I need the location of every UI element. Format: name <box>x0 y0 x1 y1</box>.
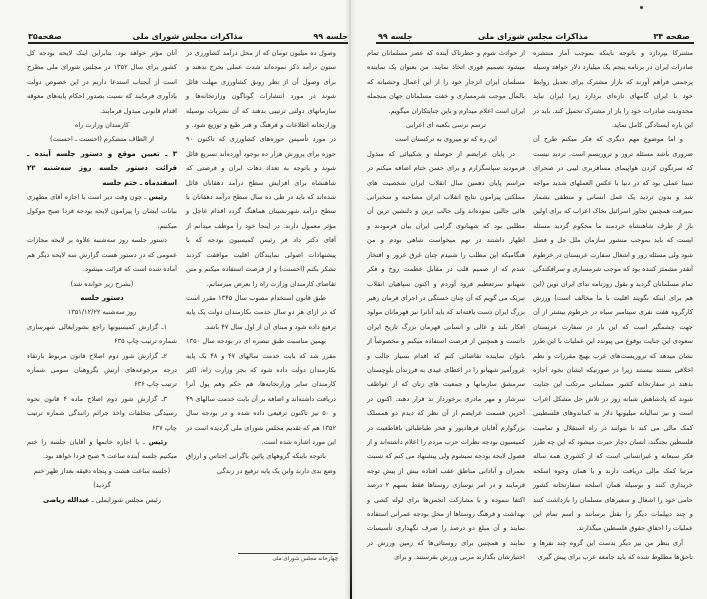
left-page-column-left <box>27 46 177 507</box>
speech-text: ـ چون وقت دیر است با اجازه آقای مطهری بیانات ایشان را پیرامون لایحه بودجه فردا صبح موکول میکنیم. <box>27 193 177 230</box>
paragraph <box>27 190 177 233</box>
agenda-item: ۱ـ گزارش کمیسیونها راجع بشورایعالی شهرسازی شماره ترتیب چاپ ۶۳۵ <box>27 322 177 346</box>
session-number: جلسه ۹۹ <box>313 32 348 41</box>
read-note: (بشرح زیر خوانده شد) <box>70 279 134 288</box>
footnote: چهارخانه مجلس شورای ملی <box>272 556 338 562</box>
page-number: صفحه ۳۴ <box>653 32 690 41</box>
agenda-date: روز سه‌شنبه ۱۳۵۱/۱۲/۲۲ <box>67 308 137 317</box>
section-heading: ۳ ـ تعیین موقع و دستور جلسه آینده ـ قرائت دستور جلسه روز سه‌شنبه ۲۲ اسفندماه ـ ختم جلسه <box>27 149 177 187</box>
page-number: صفحه۳۵ <box>28 32 62 41</box>
right-page-column-left <box>367 46 525 565</box>
agenda-item: ۳ـ گزارش شور دوم اصلاح ماده ۴ قانون نحوه رسیدگی بتخلفات واخذ جرائم رانندگی شماره ترتیب چاپ ۶۳۷ <box>27 394 177 432</box>
speaker-label: رئیس <box>148 437 167 446</box>
paragraph: مشترکا بپردازد و باتوجه باینکه بموجب آمار منتشره صادرات ایران در برنامه پنجم یک میلیارد دلار خواهد وسیله پرجمتی فراهم آورند که بازار مشترک برای تعدیل روابط خود با ایران گامهای تازه‌ای بردارد زیرا ایران نباید محدودیت صادرات خود را باز ار مشترک تحمیل کند. باید در این باره ایستادگی کامل نماید. <box>533 49 693 130</box>
agenda-title: دستور جلسه <box>80 293 124 302</box>
scan-speck <box>640 6 643 9</box>
poem-line: این ره که تو میروی به ترکستان است <box>395 135 497 144</box>
paragraph: طبق قانون استخدام مصوب سال ۱۳۴۵ مقرر است که در ازای هر دو سال خدمت بکارمندان دولت یک پایه ترفیع داده شود و مبنای آن از اول سال ۴۷ باشد. <box>186 293 336 331</box>
paragraph: از حوادث شوم و خطرناک آینده که عصر مسلمانان تمام میشود تصمیم فوری اتخاذ نمایند. من بعنوان یک نماینده مسلمان ایران انزجار خود را از این اعمال وحشیانه که بالمآل موجب شرمساری و خفت مسلمانان جهان منجمله ایران است اعلام میدارم و باین جنایتکاران میگویم. <box>367 49 525 115</box>
poem-line: ترسم نرسی بکعبه ای اعرابی <box>405 121 486 130</box>
speaker-label: رئیس <box>148 193 167 202</box>
paragraph: و اما موضوع مهم دیگری که فکر میکنم طرح آن ضروری باشد مسئله ترور و تروریسم است. تردید نیست که سرنگون کردن هواپیمای مسافربری لیبی در صحرای سینا عملی بود که در دنیا با عکس العملهای شدید مواجه شد و بدون تردید یک عمل انسانی و منطقی بشمار نمیرفت همچنین تجاوز اسرائیل بخاک اعراب که برای اولین بار از طرف شاهنشاه خردمند ما محکوم گردید مسئله ایست که باید بموجب منشور سازمان ملل حل و فصل شود ولی مسئله زور و اشغال سفارت عربستان در خرطوم آنقدر مشمئز کننده بود که موجب شرمساری و سرافکندگی تمام مسلمانان گردید و بقول روزنامه ندای ایران نوین (این هم برای اینکه نگویند اقلیت با ما مخالف است) ورزش کارگروه هفت نفری سپتامبر سیاه در خرطوم بیشتر از آن جهت چشمگیر است که این بار در سفارت عربستان سعودی این جنایت بوقوع می پیوندد این عملیات با این طرز نشان میدهد که تروریست‌های عرب بهیچ مقررات و نظم اخلاقی بستند نیستند زیرا در صورتیکه ایشان بخود اجازه بدهند در سفارتخانه کشور مسلمانی مرتکب این جنایت شوند که پادشاهش شبانه روز در تلاش حل مشکل اعراب است و نیز سالیانه میلیونها دلار به کماندوهای فلسطینی کمک مالی می کند تا بتوانند در راه استقلال و تمامیت فلسطین بجنگند، انسان دچار حیرت میشود که این چه طرز فکر سبعانه و غیرانسانی است که از کشوری همه ساله مرتبا کمک مالی دریافت دارند و با همان وجوه اسلحه خریداری کنند و بوسیله همان اسلحه سفارتخانه کشور حامی خود را اشغال و سفیرهای مسلمان را بازداشت کنند و چند دیپلمات دیگر را بقتل برسانند و اسم تمام این عملیات را احقاق حقوق فلسطین میگذارند. <box>533 135 693 533</box>
paragraph: آنان مؤثر خواهد بود. بنابراین اینک لایحه بودجه کل کشور برای سال ۱۳۵۲ در مجلس شورای ملی مطرح است از آنجناب استدعا داریم در این خصوص دولت یادآوری فرمایند که نسبت بصدور احکام پایه‌های معوقه اقدام قانونی مبذول فرمایند. <box>27 49 177 115</box>
end-note: (جلسه ساعت هشت و پنجاه دقیقه بعداز ظهر ختم گردید) <box>33 466 171 490</box>
paragraph: وصول ده میلیون تومان که از محل درآمد کشاورزی در ستون درآمد ذکر نموده‌اند شدت عملی بخرج ندهند و برای وصول آن از نظر رونق کشاورزی مهلت قائل شوند در مورد انتشارات گوناگون وزارتخانه‌ها و سازمانهای دولتی ترتیبی بدهند که آن نشریات بوسیله وزارتخانه اطلاعات و فرهنگ و هنر طبع و توزیع شود. و در مورد تأسیس حوزه‌های کشاورزی که تاکنون ۹۰ حوزه برای پرورش هزار ده بوجود آورده‌اند تسریع قائل شوند و باتوجه به تعداد دهات ایران و فرصتی که شاهنشاه برای افزایش سطح درآمد دهقانان قائل شده‌اند که باید در طی ده سال سطح درآمد دهقانان با سطح درآمد شهرنشینان هماهنگ گردد اقدام عاجل و مؤثر معمول دارند. در اینجا خود را موظف میدانم از آقای دکتر داد فر رئیس کمیسیون بودجه که با پیشنهادات اصولی نمایندگان اقلیت موافقت کردند تشکر بکنم (احسنت) و از فرصت استفاده میکنم و متن تقاضای کارمندان وزارت راه را بعرض میرسانم. <box>186 49 336 288</box>
left-page-header <box>28 29 348 41</box>
gutter-shadow <box>350 150 352 599</box>
signature-name: عبدالله ریاضی <box>43 495 90 504</box>
agenda-item: ۲ـ گزارش شور دوم اصلاح قانون مربوط بارتقاء درجه مرجوعه‌های ارتش بگروهبان سومی شماره ترتیب چاپ ۶۳۶ <box>27 351 177 389</box>
left-page-column-right <box>186 46 336 478</box>
paragraph: بهمین مناسبت طبق تبصره ای در بودجه سال ۱۳۵۰ مقرر شد که بابت خدمت سالهای ۴۷ و ۴۸ یک پایه بکارمندان دولت داده شود که بجز وزارت راه، اکثر کارمندان سایر وزارتخانه‌ها، هم حکم وهم پول آنرا دریافت داشته‌اند و اضافه بر آن بابت خدمت سالهای ۴۹ و ۵۰ نیز تاکنون ترفیعی داده شده و در بودجه سال ۱۳۵۲ هم که تقدیم مجلس شورای ملی گردیده است در این مورد اشاره شده است. <box>186 337 337 446</box>
header-rule <box>376 42 694 44</box>
signatory: کارمندان وزارت راه <box>74 121 130 130</box>
footnote-rule <box>238 553 338 554</box>
paragraph: در پایان عرایضم از حوصله و شکیبائی که مبذول فرمودید سپاسگزارم و برای حسن ختام اضافه میکنم در مراسم پایان دهمین سال انقلاب ایران شخصیت های مملکتی پیرامون نتایج انقلاب ایران مصاحبه و سخنرانی هائی جالبی نموده‌اند ولی جالب ترین و دلنشین ترین آن مطلبی بود که شهبانوی گرامی ایران بیان فرمودند و اظهار داشتند در نهم میخواست شاهی بودم و من هنگامیکه این مطلب را شنیدم چنان غرق غرور و افتخار شدم که از صمیم قلب در مقابل عظمت روح و فکر شهبانو سرتعظیم فرود آوردم و اکنون سپاهیان انقلاب تبریک می گویم که آن چنان خستگی در اجرای فرمان رهبر بزرگ ایران دست یافته‌اند که باید آنانرا نیز قهرمانان مولود افکار بلند و عالی و انسانی قهرمان بزرگ تاریخ ایران دانست و همچنین از فرصت استفاده میکنم و مخصوصاً از بانوان نماینده تقاضائی کنم که اقدام بسیار جالب و غرورآمیز شهبانو را در اعطای عیدی به فرزندان بلوچستان سرمشق سازمانها و جمعیت های زنان که از عواطف سرشار و مهر مادری برخوردار ند قرار دهند. اکنون در آخرین قسمت عرایضم از آن نظر که دیدم دو همسلک بزرگوارم آقایان فرهادپور و فخر طباطبائی باقاطعیت در کمیسیون بودجه نظرات حزب مردم را اعلام داشته‌اند و از فصول لایحه بودجه نمیشوم ولی پیشنهاد می کنم که نسبت بعمران و آبادانی مناطق عقب افتاده بیش از پیش توجه فرمایند و در امر نوسازی روستاها فقط بسهم ۲ درصد اکتفا ننموده و با مشارکت انجمن‌ها برای لوله کشی و بهداشت و فرهنگ روستاها از محل بودجه عمرانی استفاده نمایند و آن مبلغ دو درصد را صرف نگهداری تأسیسات نمایند و همچنین برای روستائی‌ها که زمین ورزش در اختیارشان بگذارند مربی ورزش بفرستند. و برای <box>367 149 525 562</box>
speech-text: ـ با اجازه خانمها و آقایان جلسه را ختم میکنیم جلسه آینده ساعت ۹ صبح فردا خواهد بود. <box>27 437 177 461</box>
right-page-header <box>378 29 690 41</box>
signature <box>27 493 177 507</box>
paragraph: آری بنظر من نیز دیگر بدست این گروه چند نفرها و ناحق‌ها مطلوط شده که باید جامعه عرب برای پیش گیری <box>533 538 693 562</box>
running-title: مذاکرات مجلس شورای ملی <box>132 32 243 41</box>
paragraph: دستور جلسه روز سه‌شنبه علاوه بر لایحه مجازات عمومی که در دستور هست گزارش سه لایحه دیگر هم آماده شده است که قرائت میشود. <box>27 236 177 274</box>
speaker-remark: از الطاف متشکرم (احسنت ـ احسنت) <box>50 135 154 144</box>
header-rule <box>28 42 348 44</box>
paragraph: باتوجه باینکه گروههای پائین باگرانی اجناس و ارزاق وضع بدی دارند واین یک پایه ترفیع در زندگی <box>186 452 336 475</box>
signature-label: رئیس مجلس شورایملی ـ <box>91 495 161 504</box>
session-number: جلسه ۹۹ <box>378 32 413 41</box>
paragraph <box>27 435 177 464</box>
running-title: مذاکرات مجلس شورای ملی <box>477 32 589 41</box>
right-page-column-right <box>533 46 693 565</box>
